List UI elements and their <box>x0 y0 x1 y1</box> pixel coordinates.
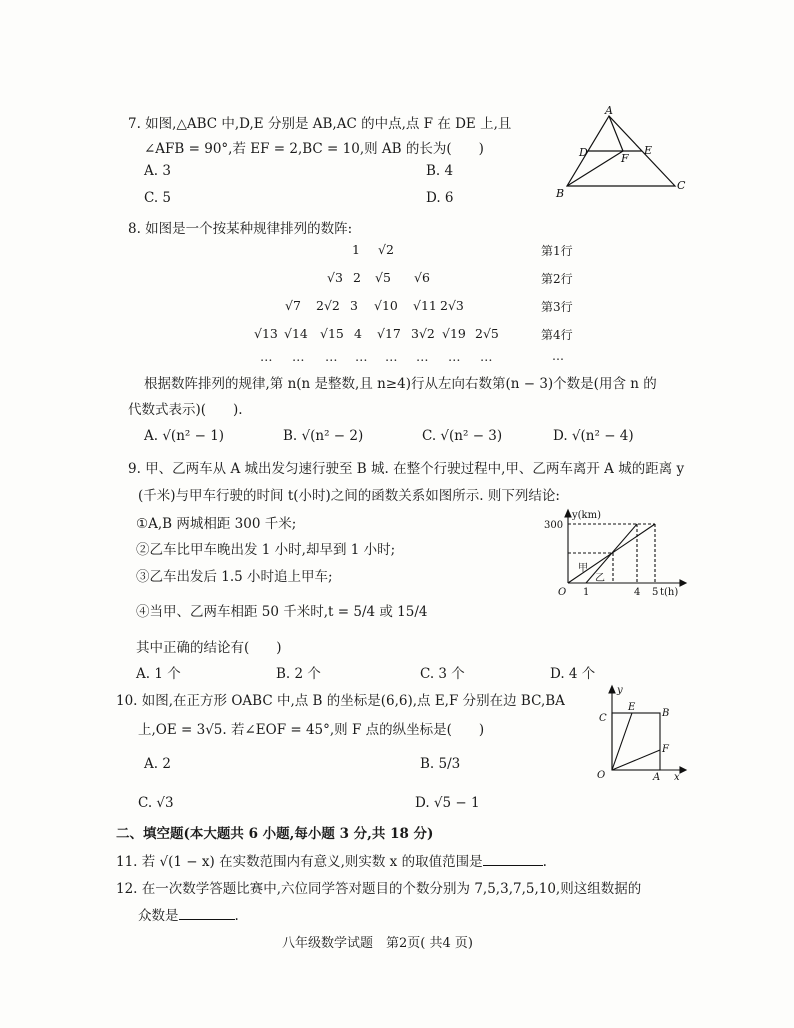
array-row-label: 第4行 <box>541 328 573 342</box>
q9-option-d: D. 4 个 <box>550 666 596 682</box>
array-cell: 1 <box>352 242 360 257</box>
q7-line1: 7. 如图,△ABC 中,D,E 分别是 AB,AC 的中点,点 F 在 DE 上,且 <box>128 116 512 132</box>
section2-heading: 二、填空题(本大题共 6 小题,每小题 3 分,共 18 分) <box>116 826 434 842</box>
q7-label-d: D <box>579 146 588 159</box>
array-cell: √14 <box>284 326 308 341</box>
q9-option-b: B. 2 个 <box>276 666 321 682</box>
array-cell: √3 <box>327 270 343 285</box>
q10-label-o: O <box>597 770 606 781</box>
array-cell: √17 <box>377 326 401 341</box>
q9-x-tick-4: 4 <box>634 587 641 598</box>
array-row-label: 第1行 <box>541 244 573 258</box>
q9-x-tick-5: 5 <box>652 587 659 598</box>
q9-label-jia: 甲 <box>578 563 588 574</box>
q12-line2: 众数是 . <box>138 908 239 924</box>
array-cell: … <box>416 349 429 364</box>
array-cell: √6 <box>414 270 430 285</box>
q10-label-e: E <box>628 702 636 713</box>
array-cell: … <box>260 349 273 364</box>
array-cell: √19 <box>442 326 466 341</box>
q9-option-a: A. 1 个 <box>136 666 181 682</box>
array-cell: √5 <box>375 270 391 285</box>
q9-x-label: t(h) <box>660 587 679 598</box>
q7-triangle-figure <box>555 104 695 200</box>
q10-option-d: D. √5 − 1 <box>415 795 480 811</box>
array-cell: 2√3 <box>440 298 464 313</box>
array-cell: √7 <box>285 298 301 313</box>
q9-conclusion-2: ②乙车比甲车晚出发 1 小时,却早到 1 小时; <box>136 542 396 558</box>
q11-answer-blank[interactable] <box>483 865 543 866</box>
q7-option-d: D. 6 <box>426 190 454 206</box>
array-cell: 3 <box>350 298 358 313</box>
array-cell: … <box>448 349 461 364</box>
q9-y-label: y(km) <box>572 510 601 521</box>
q7-label-c: C <box>677 179 686 192</box>
q10-label-f: F <box>662 744 669 755</box>
q9-ask: 其中正确的结论有( ) <box>136 640 282 656</box>
array-cell: … <box>480 349 493 364</box>
array-cell: √2 <box>378 242 394 257</box>
q8-option-a: A. √(n² − 1) <box>144 428 225 444</box>
q9-line1: 9. 甲、乙两车从 A 城出发匀速行驶至 B 城. 在整个行驶过程中,甲、乙两车离开 A 城的距离 y <box>128 461 685 477</box>
q10-square-figure <box>590 683 690 783</box>
q9-conclusion-1: ①A,B 两城相距 300 千米; <box>136 516 297 532</box>
array-cell: … <box>325 349 338 364</box>
array-cell: 2 <box>353 270 361 285</box>
q7-line2: ∠AFB = 90°,若 EF = 2,BC = 10,则 AB 的长为( ) <box>144 141 484 157</box>
q9-y-arrow <box>565 510 571 517</box>
q10-label-y: y <box>617 685 623 696</box>
q8-option-d: D. √(n² − 4) <box>553 428 634 444</box>
q8-question-line1: 根据数阵排列的规律,第 n(n 是整数,且 n≥4)行从左向右数第(n − 3)个数是(用含 n 的 <box>144 376 657 392</box>
q12-answer-blank[interactable] <box>179 919 235 920</box>
array-cell: √13 <box>254 326 278 341</box>
array-cell: … <box>355 349 368 364</box>
q10-line1: 10. 如图,在正方形 OABC 中,点 B 的坐标是(6,6),点 E,F 分别在边 BC,BA <box>116 693 565 709</box>
array-cell: 4 <box>354 326 362 341</box>
q9-option-c: C. 3 个 <box>420 666 465 682</box>
array-cell: … <box>292 349 305 364</box>
q10-line2: 上,OE = 3√5. 若∠EOF = 45°,则 F 点的纵坐标是( ) <box>138 722 485 738</box>
array-cell: 2√2 <box>316 298 340 313</box>
q7-label-e: E <box>644 144 653 157</box>
q9-x-arrow <box>680 580 686 586</box>
array-cell: 3√2 <box>411 326 435 341</box>
q12-line1: 12. 在一次数学答题比赛中,六位同学答对题目的个数分别为 7,5,3,7,5,10,则这组数据的 <box>116 881 642 897</box>
q7-option-a: A. 3 <box>144 163 171 179</box>
q7-option-c: C. 5 <box>144 190 172 206</box>
q7-label-b: B <box>556 187 565 200</box>
q10-label-c: C <box>599 713 607 724</box>
q7-label-f: F <box>621 152 629 165</box>
q10-label-a: A <box>653 772 661 783</box>
array-cell: √11 <box>413 298 437 313</box>
q9-conclusion-3: ③乙车出发后 1.5 小时追上甲车; <box>136 569 333 585</box>
array-row-label: … <box>552 349 564 363</box>
array-cell: √15 <box>320 326 344 341</box>
q9-distance-time-graph <box>540 505 690 601</box>
q7-label-a: A <box>605 104 613 117</box>
q10-option-b: B. 5/3 <box>420 756 461 772</box>
q7-option-b: B. 4 <box>426 163 454 179</box>
q9-label-yi: 乙 <box>595 573 605 584</box>
array-row-label: 第3行 <box>541 300 573 314</box>
array-cell: 2√5 <box>475 326 499 341</box>
q8-option-c: C. √(n² − 3) <box>422 428 503 444</box>
q10-option-c: C. √3 <box>138 795 174 811</box>
q9-line2: (千米)与甲车行驶的时间 t(小时)之间的函数关系如图所示. 则下列结论: <box>138 488 560 504</box>
q11-text: 11. 若 √(1 − x) 在实数范围内有意义,则实数 x 的取值范围是 . <box>116 854 547 870</box>
q10-option-a: A. 2 <box>144 756 171 772</box>
q9-y-tick: 300 <box>544 520 564 531</box>
q8-question-line2: 代数式表示)( ). <box>128 402 243 418</box>
array-cell: … <box>385 349 398 364</box>
array-row-label: 第2行 <box>541 272 573 286</box>
q8-option-b: B. √(n² − 2) <box>283 428 364 444</box>
q10-label-b: B <box>662 708 670 719</box>
q10-label-x: x <box>674 772 680 783</box>
q9-x-tick-1: 1 <box>583 587 590 598</box>
page-footer: 八年级数学试题 第2页( 共4 页) <box>282 936 473 951</box>
q9-origin: O <box>558 587 567 598</box>
q8-intro: 8. 如图是一个按某种规律排列的数阵: <box>128 221 353 237</box>
q9-conclusion-4: ④当甲、乙两车相距 50 千米时,t = 5/4 或 15/4 <box>136 604 428 620</box>
array-cell: √10 <box>374 298 398 313</box>
